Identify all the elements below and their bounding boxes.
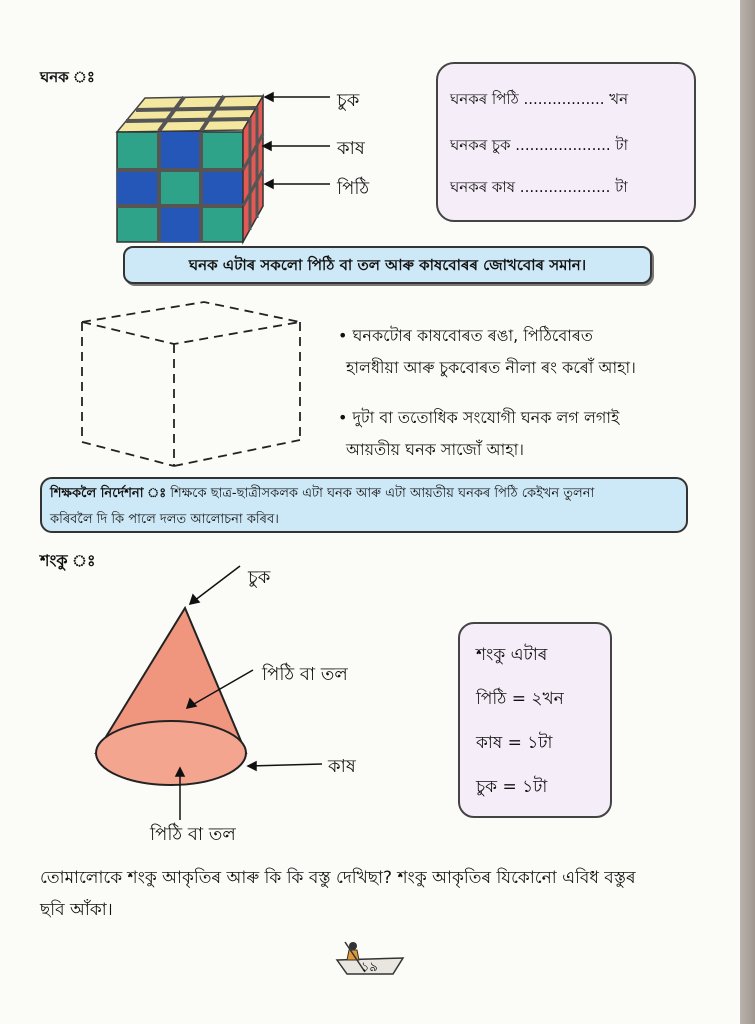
teacher-note-title: শিক্ষকলৈ নিৰ্দেশনা ঃ (50, 486, 167, 501)
bullet-color-line1: • ঘনকটোৰ কাষবোৰত ৰঙা, পিঠিবোৰত (338, 326, 593, 345)
cone-edge-label: কাষ (328, 756, 356, 777)
teacher-note-line2: কৰিবলৈ দি কি পালে দলত আলোচনা কৰিব। (50, 512, 279, 527)
cone-side-face-label: পিঠি বা তল (262, 664, 348, 685)
cone-info-box (458, 622, 612, 818)
cube-vertex-count-line: ঘনকৰ চুক .................... টা (450, 136, 628, 154)
teacher-instruction-box (40, 477, 688, 533)
page-number: ১৯ (361, 960, 378, 975)
page-edge (740, 0, 755, 1024)
closing-activity-text (40, 862, 720, 926)
cube-info-box (436, 62, 696, 222)
cone-heading: শংকু ঃ (40, 551, 96, 570)
cube-property-banner: ঘনক এটাৰ সকলো পিঠি বা তল আৰু কাষবোৰৰ জোখবোৰ সমান। (123, 246, 652, 284)
cube-heading: ঘনক ঃ (40, 68, 95, 86)
cube-edge-count-line: ঘনকৰ কাষ ................... টা (450, 178, 628, 196)
bullet-cuboid-line2: আয়তীয় ঘনক সাজোঁ আহা। (346, 440, 525, 459)
cube-vertex-label: চুক (337, 90, 360, 111)
cone-base-face-label: পিঠি বা তল (150, 824, 236, 845)
cube-face-count-line: ঘনকৰ পিঠি ................. খন (450, 90, 629, 108)
page-number-footer (335, 938, 405, 982)
cone-info-title: শংকু এটাৰ (476, 645, 548, 665)
rubiks-cube-illustration (105, 88, 335, 248)
closing-line2: ছবি আঁকা। (40, 900, 113, 920)
cube-edge-label: কাষ (337, 138, 365, 159)
closing-line1: তোমালোকে শংকু আকৃতিৰ আৰু কি কি বস্তু দেখিছা? শংকু আকৃতিৰ যিকোনো এবিধ বস্তুৰ (40, 868, 636, 888)
teacher-note-line1: শিক্ষকে ছাত্ৰ-ছাত্ৰীসকলক এটা ঘনক আৰু এটা আয়তীয় ঘনকৰ পিঠি কেইখন তুলনা (170, 486, 595, 501)
dashed-cube-outline (74, 294, 314, 474)
cone-vertex-label: চুক (248, 567, 271, 588)
cone-vertices-count: চুক = ১টা (476, 777, 548, 797)
cube-face-label: পিঠি (337, 178, 370, 199)
bullet-color-line2: হালধীয়া আৰু চুকবোৰত নীলা ৰং কৰোঁ আহা। (346, 358, 636, 377)
cone-faces-count: পিঠি = ২খন (476, 689, 564, 709)
cone-edges-count: কাষ = ১টা (476, 733, 553, 753)
bullet-cuboid-line1: • দুটা বা ততোধিক সংযোগী ঘনক লগ লগাই (338, 408, 620, 427)
